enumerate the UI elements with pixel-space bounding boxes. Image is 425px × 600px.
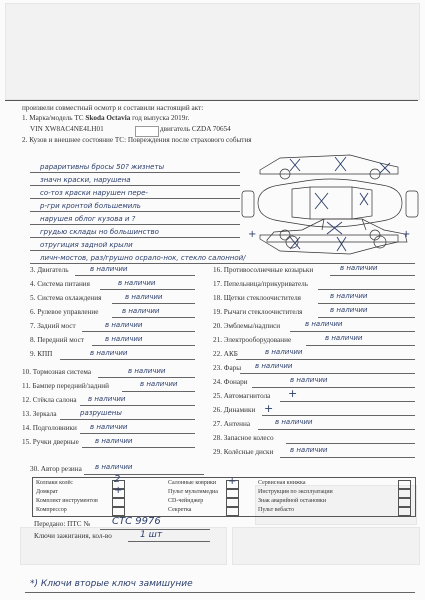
checklist-label: 28. Запасное колесо [213, 434, 274, 442]
damage-note-line: личн-мостов, раз/грушно осрало-нок, стекло салонной/ [40, 254, 246, 262]
checklist-value: в наличии [90, 423, 128, 431]
checklist-label: 23. Фары [213, 364, 242, 372]
checklist-label: 6. Рулевое управление [30, 308, 99, 316]
checklist-label: 16. Противосолнечные козырьки [213, 266, 314, 274]
damage-note-line: нарушея облог кузова и ? [40, 215, 136, 223]
checklist-label: 17. Пепельница/прикуриватель [213, 280, 308, 288]
table-cell-label: Сервисная книжка [258, 480, 306, 486]
table-cell-label: Пульт мультимедиа [168, 489, 218, 495]
checklist-value: в наличии [330, 292, 368, 300]
table-mark: + [228, 476, 237, 487]
checklist-value: в наличии [330, 306, 368, 314]
damage-note-line: со-тоз краски нарушен пере- [40, 189, 148, 197]
checklist-value: в наличии [140, 380, 178, 388]
table-cell-label: Колпаки колёс [36, 480, 73, 486]
damage-mark: + [402, 229, 411, 240]
table-cell-label: Компрессор [36, 507, 67, 513]
item2-label: 2. Кузов и внешнее состояние ТС: Повреждения после страхового события [22, 136, 252, 144]
year-label: год выпуска [132, 114, 170, 122]
redacted-header [5, 3, 420, 100]
damage-mark: + [248, 229, 257, 240]
checklist-label: 27. Антенна [213, 420, 251, 428]
checklist-label: 20. Эмблемы/надписи [213, 322, 281, 330]
checklist-label: 12. Стёкла салона [22, 396, 77, 404]
checklist-label: 8. Передний мост [30, 336, 84, 344]
checklist-value: + [288, 387, 298, 400]
header-divider [5, 100, 418, 101]
checklist-value: в наличии [125, 293, 163, 301]
item30-value: в наличии [95, 463, 133, 471]
checklist-label: 29. Колёсные диски [213, 448, 274, 456]
checklist-label: 22. АКБ [213, 350, 238, 358]
checklist-label: 9. КПП [30, 350, 53, 358]
checklist-label: 4. Система питания [30, 280, 90, 288]
table-cell-label: Секретка [168, 507, 192, 513]
checklist-value: разрушены [80, 409, 122, 417]
checklist-label: 21. Электрооборудование [213, 336, 292, 344]
checklist-value: в наличии [305, 320, 343, 328]
year-value: 2019г. [170, 114, 190, 122]
handed-label: Передано: ПТС № [34, 520, 91, 528]
table-cell-label: Салонные коврики [168, 480, 217, 486]
item1-model-line [22, 114, 189, 123]
table-cell-label: Комплект инструментов [36, 498, 98, 504]
checklist-value: в наличии [118, 279, 156, 287]
checklist-value: в наличии [325, 334, 363, 342]
keys-label: Ключи зажигания, кол-во [34, 532, 112, 540]
checklist-value: в наличии [340, 264, 378, 272]
checklist-label: 10. Тормозная система [22, 368, 92, 376]
item30-label: 30. Автор резина [30, 465, 82, 473]
table-cell-label: Инструкция по эксплуатации [258, 489, 333, 495]
table-cell-label: Пульт вебасто [258, 507, 295, 513]
footer-handwritten-note: *) Ключи вторые ключ замишуние [30, 579, 193, 589]
vin-label: VIN [30, 125, 43, 133]
checklist-label: 25. Автомагнитола [213, 392, 271, 400]
checklist-value: в наличии [275, 418, 313, 426]
redacted-signature-right [232, 527, 420, 565]
checklist-value: в наличии [105, 335, 143, 343]
checklist-label: 19. Рычаги стеклоочистителя [213, 308, 303, 316]
checklist-label: 14. Подголовники [22, 424, 77, 432]
checklist-label: 3. Двигатель [30, 266, 69, 274]
damage-note-line: значн краски, нарушена [40, 176, 131, 184]
accessories-table [32, 477, 416, 517]
checklist-label: 18. Щетки стеклоочистителя [213, 294, 301, 302]
checklist-value: в наличии [105, 321, 143, 329]
engine-line [160, 125, 231, 134]
table-mark: + [114, 485, 123, 496]
checklist-value: в наличии [95, 437, 133, 445]
vin-value: XW8AC4NE4LH01 [44, 125, 104, 133]
checklist-label: 11. Бампер передний/задний [22, 382, 109, 390]
checklist-value: + [264, 402, 274, 415]
vehicle-model: Skoda Octavia [85, 114, 131, 122]
item1-label: 1. Марка/модель ТС [22, 114, 84, 122]
checklist-value: в наличии [255, 362, 293, 370]
checklist-value: в наличии [90, 265, 128, 273]
checklist-label: 7. Задний мост [30, 322, 76, 330]
table-cell-label: Домкрат [36, 489, 58, 495]
damage-note-line: рараритивны бросы 50? жизнеты [40, 163, 165, 171]
checklist-value: в наличии [290, 446, 328, 454]
engine-label: двигатель [160, 125, 191, 133]
handed-value: СТС 9976 [112, 516, 161, 527]
sedan-side-view [262, 212, 412, 252]
table-cell-label: Знак аварийной остановки [258, 498, 327, 504]
checklist-label: 15. Ручки дверные [22, 438, 79, 446]
checklist-value: в наличии [88, 395, 126, 403]
damage-note-line: грудью склады но большинство [40, 228, 159, 236]
checklist-value: в наличии [122, 307, 160, 315]
table-mark: 2 [114, 474, 121, 485]
checklist-value: в наличии [265, 348, 303, 356]
damage-note-line: р-гри кронтой большемиль [40, 202, 141, 210]
intro-text: произвели совместный осмотр и составили настоящий акт: [22, 104, 204, 112]
checklist-value: в наличии [290, 376, 328, 384]
checklist-value: в наличии [128, 367, 166, 375]
checklist-label: 5. Система охлаждения [30, 294, 102, 302]
keys-value: 1 шт [140, 530, 163, 540]
damage-note-line: отругиция задной крыли [40, 241, 133, 249]
checklist-label: 26. Динамики [213, 406, 256, 414]
table-cell-label: CD-чейнджер [168, 498, 204, 504]
checklist-label: 24. Фонари [213, 378, 248, 386]
checklist-label: 13. Зеркала [22, 410, 57, 418]
item1-vin-line [30, 125, 104, 134]
engine-value: CZDA 70654 [191, 125, 231, 133]
checklist-value: в наличии [90, 349, 128, 357]
